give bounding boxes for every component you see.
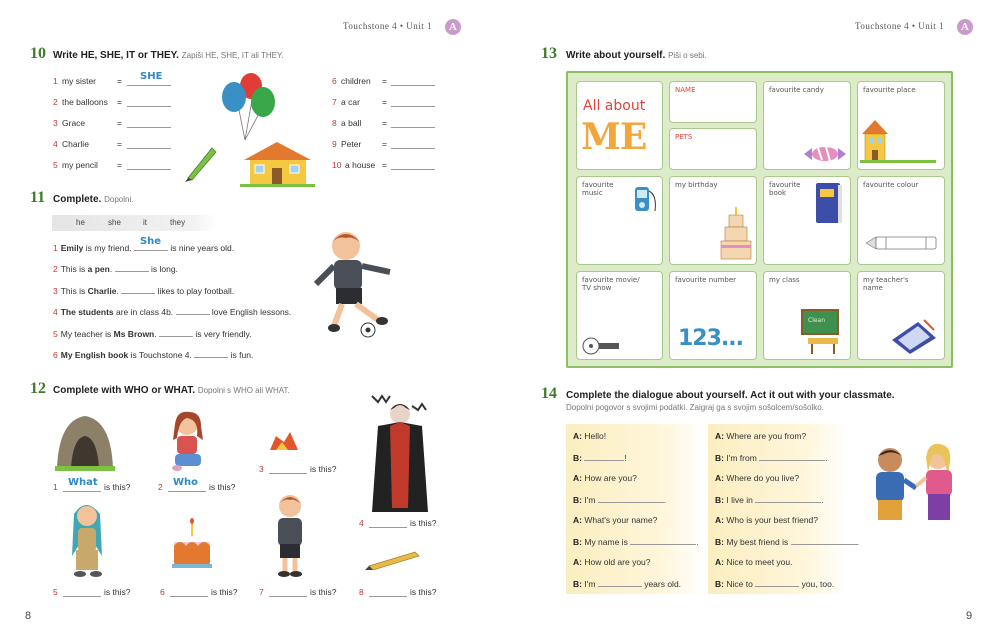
favourite-colour-card[interactable] <box>857 176 945 265</box>
sentence-subject: My English book <box>60 350 129 360</box>
pets-card-label: PETS <box>675 133 693 141</box>
exercise-12-subtitle: Dopolni s WHO ali WHAT. <box>197 386 290 395</box>
exercise-13-title-text: Write about yourself. <box>566 50 666 61</box>
teachers-name-label-2: name <box>863 284 883 292</box>
sentence-row <box>53 285 234 296</box>
answer-blank[interactable] <box>755 494 824 505</box>
sentence-row <box>53 236 235 253</box>
exercise-12-title <box>53 385 290 396</box>
favourite-candy-label: favourite candy <box>769 86 824 94</box>
sentence-subject: Emily <box>60 243 84 253</box>
exercise-13-title <box>566 50 707 61</box>
favourite-colour-label: favourite colour <box>863 181 919 189</box>
equals-sign: = <box>382 160 387 170</box>
candy-icon <box>804 144 846 164</box>
dialogue-text: Hello! <box>584 431 607 441</box>
speaker-label: B: <box>573 453 582 463</box>
exercise-10-title-text: Write HE, SHE, IT or THEY. <box>53 50 179 61</box>
answer-blank[interactable] <box>391 140 435 149</box>
dialogue-text: I'm <box>584 579 596 589</box>
dialogue-line <box>573 536 699 547</box>
answer-blank[interactable] <box>391 119 435 128</box>
dialogue-line <box>573 557 651 567</box>
speaker-label: A: <box>573 515 582 525</box>
favourite-music-card[interactable] <box>576 176 663 265</box>
dialogue-line <box>573 452 627 463</box>
item-number: 3 <box>259 464 264 474</box>
item-text: a house <box>345 160 376 170</box>
item-number: 6 <box>160 587 165 597</box>
equals-sign: = <box>382 118 387 128</box>
answer-blank[interactable] <box>598 494 667 505</box>
item-number: 7 <box>332 97 337 107</box>
sentence-subject: Ms Brown <box>113 328 155 339</box>
blackboard-icon <box>800 308 846 356</box>
teachers-name-card[interactable] <box>857 271 945 360</box>
favourite-book-label-2: book <box>769 189 787 197</box>
sentence-middle: . <box>109 264 113 275</box>
favourite-book-card[interactable] <box>763 176 851 265</box>
name-card[interactable] <box>669 81 757 123</box>
unit-badge-right: A <box>957 19 973 35</box>
tiered-cake-icon <box>720 205 752 263</box>
item-text: Peter <box>341 139 362 149</box>
answer-blank[interactable] <box>391 98 435 107</box>
is-this-text: is this? <box>211 587 238 597</box>
equals-sign: = <box>117 160 122 170</box>
favourite-music-label-1: favourite <box>582 181 614 189</box>
teachers-name-label-1: my teacher's <box>863 276 909 284</box>
dialogue-line <box>715 578 834 589</box>
speaker-label: B: <box>573 495 582 505</box>
item-number: 3 <box>53 118 58 128</box>
is-this-text: is this? <box>310 587 337 597</box>
dialogue-text: How old are you? <box>584 557 651 567</box>
sentence-subject: Charlie <box>87 285 117 296</box>
answer-blank[interactable] <box>269 588 307 597</box>
dialogue-line <box>573 494 666 505</box>
favourite-movie-label-1: favourite movie/ <box>582 276 640 284</box>
answer-blank[interactable] <box>630 536 699 547</box>
page-number-right: 9 <box>966 610 973 622</box>
speaker-label: A: <box>573 473 582 483</box>
answer-blank[interactable] <box>791 536 857 545</box>
favourite-movie-label-2: TV show <box>582 284 612 292</box>
speaker-label: B: <box>715 579 724 589</box>
football-boy-illustration <box>312 230 404 340</box>
is-this-text: is this? <box>104 587 131 597</box>
exercise-13-subtitle: Piši o sebi. <box>668 51 707 60</box>
boy-standing-illustration <box>268 492 312 578</box>
answer-blank[interactable] <box>755 578 799 587</box>
word-bank-they: they <box>170 218 186 227</box>
dialogue-line <box>573 515 657 525</box>
left-page-header: Touchstone 4 • Unit 1 <box>343 21 433 31</box>
item-text: children <box>341 76 371 86</box>
favourite-number-label: favourite number <box>675 276 737 284</box>
name-card-label: NAME <box>675 86 696 94</box>
unit-badge-left: A <box>445 19 461 35</box>
dialogue-text: Where are you from? <box>726 431 807 441</box>
speaker-label: B: <box>573 579 582 589</box>
answer-blank[interactable] <box>369 588 407 597</box>
favourite-book-label-1: favourite <box>769 181 801 189</box>
equals-sign: = <box>117 76 122 86</box>
item-text: my pencil <box>62 160 98 170</box>
dialogue-text: Who is your best friend? <box>726 515 819 525</box>
sentence-end: is nine years old. <box>167 243 235 253</box>
sentence-end: is fun. <box>228 350 254 360</box>
sentence-row <box>53 263 178 274</box>
item-text: Grace <box>62 118 86 128</box>
is-this-text: is this? <box>209 482 236 492</box>
item-number: 2 <box>53 97 58 107</box>
item-number: 3 <box>53 285 58 296</box>
favourite-place-card[interactable] <box>857 81 945 170</box>
all-about-text: All about <box>583 98 646 114</box>
dialogue-text-end: years old. <box>644 579 682 589</box>
item-number: 2 <box>53 264 58 275</box>
item-number: 5 <box>53 160 58 170</box>
is-this-text: is this? <box>410 587 437 597</box>
pencil-illustration <box>182 142 218 182</box>
film-reel-icon <box>581 336 621 356</box>
dialogue-text-end: . <box>663 495 667 505</box>
sentence-middle: is Touchstone 4. <box>128 350 192 360</box>
dialogue-text-end: . <box>696 537 699 547</box>
answer-blank[interactable] <box>391 161 435 170</box>
equals-sign: = <box>117 139 122 149</box>
my-class-card[interactable] <box>763 271 851 360</box>
sentence-middle: . <box>154 328 157 339</box>
dialogue-line <box>715 473 799 483</box>
handwritten-answer: Who <box>173 477 199 488</box>
answer-blank[interactable] <box>170 588 208 597</box>
word-bank-he: he <box>76 218 85 227</box>
my-birthday-label: my birthday <box>675 181 718 189</box>
equals-sign: = <box>382 97 387 107</box>
sentence-middle: are in class 4b. <box>113 307 174 318</box>
answer-blank[interactable] <box>176 306 210 315</box>
dialogue-line <box>715 536 859 547</box>
item-number: 1 <box>53 243 58 253</box>
exercise-11-subtitle: Dopolni. <box>104 195 134 204</box>
exercise-14-subtitle: Dopolni pogovor s svojimi podatki. Zaigraj ga s svojim sošolcem/sošolko. <box>566 403 824 412</box>
exercise-10-title <box>53 50 284 61</box>
dialogue-text: What's your name? <box>584 515 658 525</box>
answer-blank[interactable] <box>598 578 642 587</box>
handwritten-answer: SHE <box>140 71 163 82</box>
dialogue-line <box>715 431 806 441</box>
dialogue-line <box>715 452 828 463</box>
answer-blank[interactable] <box>121 285 155 294</box>
music-player-icon <box>627 181 659 217</box>
sentence-start: My teacher is <box>60 328 114 339</box>
speaker-label: B: <box>573 537 582 547</box>
item-number: 6 <box>332 76 337 86</box>
dialogue-text: I'm from <box>726 453 757 463</box>
sentence-row <box>53 349 253 360</box>
is-this-text: is this? <box>310 464 337 474</box>
dialogue-text: My best friend is <box>726 537 789 547</box>
dialogue-text: How are you? <box>584 473 637 483</box>
my-class-label: my class <box>769 276 800 284</box>
house-icon <box>860 116 940 166</box>
speaker-label: A: <box>715 557 724 567</box>
sentence-subject: The students <box>60 307 114 318</box>
dialogue-line <box>715 494 824 505</box>
my-birthday-card[interactable] <box>669 176 757 265</box>
sentence-end: likes to play football. <box>155 285 235 296</box>
speaker-label: A: <box>715 473 724 483</box>
answer-blank[interactable] <box>127 161 171 170</box>
item-number: 1 <box>53 76 58 86</box>
cave-illustration <box>55 410 115 472</box>
exercise-11-title-text: Complete. <box>53 194 102 205</box>
dialogue-text-end: . <box>825 453 828 463</box>
is-this-text: is this? <box>104 482 131 492</box>
sentence-row <box>53 328 251 339</box>
answer-blank[interactable] <box>63 588 101 597</box>
dialogue-line <box>573 431 606 441</box>
answer-blank[interactable] <box>269 465 307 474</box>
answer-blank[interactable] <box>194 349 228 358</box>
sentence-end: is long. <box>148 264 178 275</box>
word-bank-it: it <box>143 218 147 227</box>
answer-blank[interactable] <box>759 452 828 463</box>
exercise-12-number: 12 <box>30 380 46 397</box>
blackboard-text: Clean <box>808 317 826 324</box>
item-number: 8 <box>332 118 337 128</box>
right-page-header: Touchstone 4 • Unit 1 <box>855 21 945 31</box>
speaker-label: A: <box>715 431 724 441</box>
exercise-11-title <box>53 194 133 205</box>
dialogue-column-left-bg <box>566 424 706 594</box>
item-number: 4 <box>53 139 58 149</box>
sentence-row <box>53 306 291 317</box>
item-number: 4 <box>359 518 364 528</box>
sentence-subject: a pen <box>87 264 110 275</box>
answer-blank[interactable] <box>584 452 627 463</box>
exercise-12-title-text: Complete with WHO or WHAT. <box>53 385 196 396</box>
equals-sign: = <box>117 118 122 128</box>
item-number: 5 <box>53 328 58 339</box>
all-about-me-poster <box>566 71 953 368</box>
item-number: 1 <box>53 482 58 492</box>
item-number: 10 <box>332 160 342 170</box>
balloons-illustration <box>215 72 280 142</box>
answer-blank[interactable] <box>115 263 149 272</box>
favourite-movie-card[interactable] <box>576 271 663 360</box>
item-number: 4 <box>53 307 58 318</box>
speaker-label: B: <box>715 495 724 505</box>
dialogue-column-right-bg <box>708 424 848 594</box>
exercise-13-number: 13 <box>541 45 557 62</box>
word-bank-she: she <box>108 218 121 227</box>
birthday-cake-illustration <box>168 518 216 574</box>
speaker-label: A: <box>573 557 582 567</box>
vampire-illustration <box>368 392 430 514</box>
house-illustration <box>240 138 315 188</box>
sentence-middle: . <box>116 285 119 296</box>
dialogue-text-end: you, too. <box>801 579 835 589</box>
item-number: 5 <box>53 587 58 597</box>
item-number: 8 <box>359 587 364 597</box>
handwritten-answer: What <box>68 477 98 488</box>
book-icon <box>812 181 846 227</box>
answer-blank[interactable] <box>369 519 407 528</box>
favourite-music-label-2: music <box>582 189 603 197</box>
answer-blank[interactable] <box>134 236 168 251</box>
dialogue-text: Where do you live? <box>726 473 800 483</box>
sentence-middle: is my friend. <box>83 243 132 253</box>
page-number-left: 8 <box>25 610 32 622</box>
dialogue-text: I live in <box>726 495 753 505</box>
dialogue-text-end: ! <box>624 453 627 463</box>
exercise-14-title: Complete the dialogue about yourself. Act it out with your classmate. <box>566 390 895 401</box>
item-number: 2 <box>158 482 163 492</box>
item-text: a car <box>341 97 360 107</box>
sentence-end: love English lessons. <box>209 307 292 318</box>
item-number: 6 <box>53 350 58 360</box>
item-text: a ball <box>341 118 362 128</box>
dialogue-line <box>715 557 793 567</box>
answer-blank[interactable] <box>391 77 435 86</box>
pencil-illustration-2 <box>365 548 425 570</box>
favourite-candy-card[interactable] <box>763 81 851 170</box>
fire-illustration <box>268 430 300 452</box>
dialogue-line <box>715 515 818 525</box>
dialogue-text: Nice to meet you. <box>726 557 793 567</box>
dialogue-line <box>573 578 681 589</box>
item-text: my sister <box>62 76 96 86</box>
item-text: the balloons <box>62 97 108 107</box>
dialogue-text: I'm <box>584 495 596 505</box>
answer-blank[interactable] <box>127 119 171 128</box>
item-text: Charlie <box>62 139 89 149</box>
crayon-icon <box>864 235 940 251</box>
equals-sign: = <box>117 97 122 107</box>
favourite-place-label: favourite place <box>863 86 916 94</box>
favourite-number-card[interactable] <box>669 271 757 360</box>
speaker-label: A: <box>715 515 724 525</box>
dialogue-line <box>573 473 637 483</box>
exercise-10-subtitle: Zapiši HE, SHE, IT ali THEY. <box>181 51 284 60</box>
dialogue-text: Nice to <box>726 579 753 589</box>
dialogue-text: My name is <box>584 537 628 547</box>
sentence-start: This is <box>60 285 88 296</box>
pets-card[interactable] <box>669 128 757 170</box>
item-number: 7 <box>259 587 264 597</box>
answer-blank[interactable] <box>159 328 193 337</box>
speaker-label: B: <box>715 537 724 547</box>
all-about-me-title-card <box>576 81 663 170</box>
is-this-text: is this? <box>410 518 437 528</box>
dialogue-text-end: . <box>821 495 824 505</box>
speaker-label: B: <box>715 453 724 463</box>
two-children-talking-illustration <box>862 442 967 526</box>
exercise-14-number: 14 <box>541 385 557 402</box>
dialogue-text-end: . <box>856 537 859 547</box>
sentence-end: is very friendly. <box>193 328 252 339</box>
girl-with-long-hair-illustration <box>62 500 112 580</box>
equals-sign: = <box>382 76 387 86</box>
handwritten-answer: She <box>139 236 162 247</box>
notebook-icon <box>888 316 940 356</box>
numbers-art: 123... <box>678 326 743 351</box>
answer-blank[interactable] <box>127 140 171 149</box>
answer-blank[interactable] <box>127 98 171 107</box>
word-bank <box>52 215 217 231</box>
exercise-10-number: 10 <box>30 45 46 62</box>
sentence-start: This is <box>60 264 88 275</box>
speaker-label: A: <box>573 431 582 441</box>
item-number: 9 <box>332 139 337 149</box>
girl-sitting-illustration <box>163 410 213 472</box>
equals-sign: = <box>382 139 387 149</box>
me-text: ME <box>581 116 647 158</box>
exercise-11-number: 11 <box>30 189 46 206</box>
